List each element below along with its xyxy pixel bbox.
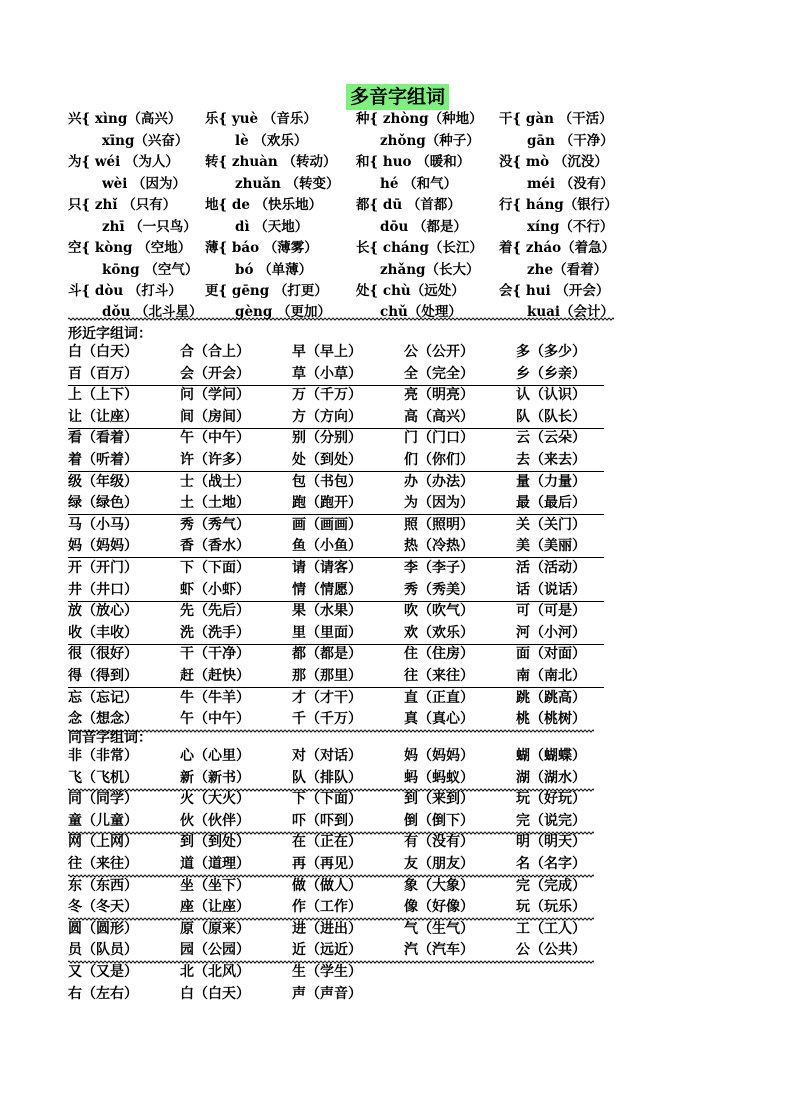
word-cell: 玩（玩乐） <box>516 899 586 916</box>
poly-cell: 种{ zhòng（种地） <box>356 111 483 127</box>
word-cell: 热（冷热） <box>404 538 474 555</box>
word-cell: 早（早上） <box>292 344 362 360</box>
word-cell: 气（生气） <box>404 920 474 937</box>
word-cell: 网（上网） <box>68 834 138 851</box>
word-cell: 在（正在） <box>292 834 362 851</box>
word-cell: 情（情愿） <box>292 581 362 598</box>
poly-cell: xīng（兴奋） <box>102 133 189 149</box>
word-cell: 伙（伙伴） <box>180 812 250 829</box>
word-cell: 活（活动） <box>516 560 586 576</box>
word-row <box>0 601 586 622</box>
word-cell: 果（水果） <box>292 603 362 620</box>
xingjin-heading: 形近字组词： <box>68 326 152 342</box>
word-row <box>0 493 586 514</box>
word-cell: 原（原来） <box>180 920 250 937</box>
word-row <box>0 789 586 810</box>
word-cell: 河（小河） <box>516 624 586 641</box>
poly-cell: gān （干净） <box>527 133 614 149</box>
word-row <box>0 811 586 832</box>
word-cell: 洗（洗手） <box>180 624 250 641</box>
poly-cell: 都{ dū （首都） <box>356 197 461 213</box>
word-row <box>0 580 586 601</box>
word-cell: 午（中午） <box>180 430 250 447</box>
word-cell: 秀（秀气） <box>180 516 250 533</box>
word-cell: 千（千万） <box>292 711 362 728</box>
word-cell: 问（学问） <box>180 387 250 404</box>
word-cell: 井（井口） <box>68 581 138 598</box>
poly-cell: kuai（会计） <box>527 304 615 320</box>
word-cell: 吓（吓到） <box>292 812 362 829</box>
word-cell: 生（学生） <box>292 964 362 980</box>
page-title: 多音字组词 <box>346 84 449 110</box>
word-cell: 去（来去） <box>516 452 586 468</box>
word-row <box>0 515 586 536</box>
poly-cell: 行{ háng（银行） <box>499 197 618 213</box>
word-row <box>0 832 586 853</box>
word-cell: 干（干净） <box>180 646 250 663</box>
poly-row <box>0 217 614 238</box>
word-row <box>0 984 560 1005</box>
word-cell: 处（到处） <box>292 452 362 468</box>
word-row <box>0 666 586 687</box>
word-row <box>0 342 586 363</box>
word-row <box>0 364 586 385</box>
poly-row <box>0 109 613 130</box>
word-row <box>0 450 586 471</box>
poly-cell: zhǎng（长大） <box>380 262 480 278</box>
word-cell: 蚂（蚂蚁） <box>404 769 474 786</box>
poly-cell: zhī （一只鸟） <box>102 219 197 235</box>
word-row <box>0 623 586 644</box>
word-cell: 心（心里） <box>180 748 250 764</box>
word-cell: 面（对面） <box>516 646 586 663</box>
word-cell: 香（香水） <box>180 538 250 555</box>
poly-cell: gèng （更加） <box>235 304 331 320</box>
poly-cell: 干{ gàn （干活） <box>499 111 613 127</box>
word-cell: 下（下面） <box>292 791 362 808</box>
word-cell: 让（让座） <box>68 408 138 425</box>
word-row <box>0 940 586 961</box>
word-cell: 包（书包） <box>292 473 362 490</box>
word-cell: 妈（妈妈） <box>404 748 474 764</box>
poly-cell: zhuǎn （转变） <box>235 176 340 192</box>
word-cell: 南（南北） <box>516 668 586 684</box>
word-cell: 门（门口） <box>404 430 474 447</box>
word-cell: 才（才干） <box>292 689 362 706</box>
word-cell: 冬（冬天） <box>68 899 138 916</box>
word-cell: 念（想念） <box>68 711 138 728</box>
word-cell: 白（白天） <box>180 985 250 1002</box>
word-cell: 可（可是） <box>516 603 586 620</box>
poly-cell: 更{ gēng （打更） <box>205 283 328 299</box>
word-cell: 童（儿童） <box>68 812 138 829</box>
word-cell: 坐（坐下） <box>180 877 250 894</box>
word-cell: 照（照明） <box>404 516 474 533</box>
word-cell: 里（里面） <box>292 624 362 641</box>
word-cell: 别（分别） <box>292 430 362 447</box>
word-cell: 都（都是） <box>292 646 362 663</box>
word-cell: 牛（牛羊） <box>180 689 250 706</box>
word-row <box>0 644 586 665</box>
word-cell: 新（新书） <box>180 769 250 786</box>
word-cell: 火（大火） <box>180 791 250 808</box>
word-cell: 画（画画） <box>292 516 362 533</box>
word-row <box>0 688 586 709</box>
row-wavy-underline <box>68 317 614 321</box>
poly-cell: dì （天地） <box>235 219 309 235</box>
word-cell: 妈（妈妈） <box>68 538 138 555</box>
word-cell: 白（白天） <box>68 344 138 360</box>
word-cell: 很（很好） <box>68 646 138 663</box>
poly-cell: 和{ huo （暖和） <box>356 154 471 170</box>
word-row <box>0 407 586 428</box>
word-cell: 级（年级） <box>68 473 138 490</box>
poly-cell: dōu （都是） <box>380 219 467 235</box>
tongyin-heading: 同音字组词： <box>68 730 152 746</box>
poly-cell: kōng （空气） <box>102 262 199 278</box>
word-cell: 赶（赶快） <box>180 668 250 684</box>
word-cell: 座（让座） <box>180 899 250 916</box>
word-row <box>0 854 586 875</box>
poly-cell: 长{ cháng（长江） <box>356 240 483 256</box>
word-cell: 右（左右） <box>68 985 138 1002</box>
word-cell: 员（队员） <box>68 942 138 959</box>
word-cell: 又（又是） <box>68 964 138 980</box>
word-row <box>0 428 586 449</box>
word-cell: 到（到处） <box>180 834 250 851</box>
word-row <box>0 558 586 579</box>
poly-cell: chǔ（处理） <box>380 304 462 320</box>
word-cell: 进（进出） <box>292 920 362 937</box>
poly-row <box>0 174 614 195</box>
word-cell: 放（放心） <box>68 603 138 620</box>
word-cell: 合（合上） <box>180 344 250 360</box>
word-cell: 万（千万） <box>292 387 362 404</box>
word-cell: 有（没有） <box>404 834 474 851</box>
word-cell: 会（开会） <box>180 365 250 382</box>
word-cell: 声（声音） <box>292 985 362 1002</box>
word-cell: 午（中午） <box>180 711 250 728</box>
word-cell: 对（对话） <box>292 748 362 764</box>
word-cell: 非（非常） <box>68 748 138 764</box>
word-cell: 玩（好玩） <box>516 791 586 808</box>
word-cell: 看（看着） <box>68 430 138 447</box>
poly-row <box>0 281 610 302</box>
word-cell: 东（东西） <box>68 877 138 894</box>
poly-cell: 会{ hui （开会） <box>499 283 610 299</box>
word-cell: 象（大象） <box>404 877 474 894</box>
poly-cell: 乐{ yuè （音乐） <box>205 111 317 127</box>
word-cell: 桃（桃树） <box>516 711 586 728</box>
word-cell: 土（土地） <box>180 495 250 512</box>
word-cell: 高（高兴） <box>404 408 474 425</box>
word-cell: 名（名字） <box>516 856 586 872</box>
word-cell: 最（最后） <box>516 495 586 512</box>
word-cell: 得（得到） <box>68 668 138 684</box>
word-cell: 为（因为） <box>404 495 474 512</box>
word-cell: 汽（汽车） <box>404 942 474 959</box>
poly-cell: 地{ de （快乐地） <box>205 197 323 213</box>
poly-cell: bó （单薄） <box>235 262 313 278</box>
word-cell: 开（开门） <box>68 560 138 576</box>
poly-cell: zhe（看着） <box>527 262 608 278</box>
poly-row <box>0 152 608 173</box>
word-cell: 做（做人） <box>292 877 362 894</box>
word-cell: 云（云朵） <box>516 430 586 447</box>
word-cell: 往（来往） <box>68 856 138 872</box>
word-cell: 园（公园） <box>180 942 250 959</box>
poly-row <box>0 260 608 281</box>
poly-row <box>0 238 616 259</box>
word-row <box>0 897 586 918</box>
word-cell: 完（完成） <box>516 877 586 894</box>
word-row <box>0 876 586 897</box>
word-row <box>0 962 560 983</box>
word-cell: 作（工作） <box>292 899 362 916</box>
word-cell: 话（说话） <box>516 581 586 598</box>
word-cell: 明（明天） <box>516 834 586 851</box>
word-cell: 许（许多） <box>180 452 250 468</box>
word-cell: 关（关门） <box>516 516 586 533</box>
word-cell: 到（来到） <box>404 791 474 808</box>
poly-row <box>0 195 618 216</box>
word-cell: 湖（湖水） <box>516 769 586 786</box>
word-cell: 绿（绿色） <box>68 495 138 512</box>
word-cell: 收（丰收） <box>68 624 138 641</box>
word-cell: 吹（吹气） <box>404 603 474 620</box>
word-cell: 士（战士） <box>180 473 250 490</box>
word-row <box>0 385 586 406</box>
word-cell: 多（多少） <box>516 344 586 360</box>
word-cell: 草（小草） <box>292 365 362 382</box>
word-cell: 跑（跑开） <box>292 495 362 512</box>
word-cell: 跳（跳高） <box>516 689 586 706</box>
word-cell: 请（请客） <box>292 560 362 576</box>
word-row <box>0 472 586 493</box>
poly-cell: zhǒng（种子） <box>380 133 480 149</box>
poly-cell: dǒu （北斗星） <box>102 304 203 320</box>
word-cell: 队（排队） <box>292 769 362 786</box>
word-cell: 间（房间） <box>180 408 250 425</box>
word-cell: 虾（小虾） <box>180 581 250 598</box>
poly-cell: 着{ zháo（着急） <box>499 240 616 256</box>
poly-cell: 只{ zhǐ （只有） <box>68 197 177 213</box>
word-row <box>0 919 586 940</box>
word-cell: 全（完全） <box>404 365 474 382</box>
word-cell: 再（再见） <box>292 856 362 872</box>
poly-cell: 没{ mò （沉没） <box>499 154 608 170</box>
word-cell: 近（远近） <box>292 942 362 959</box>
poly-cell: lè （欢乐） <box>235 133 308 149</box>
poly-cell: 薄{ báo （薄雾） <box>205 240 318 256</box>
word-cell: 公（公开） <box>404 344 474 360</box>
word-cell: 马（小马） <box>68 516 138 533</box>
word-cell: 方（方向） <box>292 408 362 425</box>
poly-cell: méi （没有） <box>527 176 614 192</box>
poly-cell: 转{ zhuàn （转动） <box>205 154 337 170</box>
word-row <box>0 768 586 789</box>
poly-cell: xíng（不行） <box>527 219 614 235</box>
word-cell: 百（百万） <box>68 365 138 382</box>
word-cell: 北（北风） <box>180 964 250 980</box>
poly-cell: wèi （因为） <box>102 176 187 192</box>
word-cell: 乡（乡亲） <box>516 365 586 382</box>
word-row <box>0 746 586 767</box>
word-cell: 往（来往） <box>404 668 474 684</box>
word-cell: 像（好像） <box>404 899 474 916</box>
word-cell: 量（力量） <box>516 473 586 490</box>
word-cell: 直（正直） <box>404 689 474 706</box>
poly-cell: 斗{ dòu （打斗） <box>68 283 182 299</box>
word-cell: 倒（倒下） <box>404 812 474 829</box>
word-cell: 美（美丽） <box>516 538 586 555</box>
poly-cell: 空{ kòng （空地） <box>68 240 192 256</box>
poly-cell: 兴{ xìng（高兴） <box>68 111 182 127</box>
word-cell: 工（工人） <box>516 920 586 937</box>
word-cell: 忘（忘记） <box>68 689 138 706</box>
word-cell: 认（认识） <box>516 387 586 404</box>
word-cell: 真（真心） <box>404 711 474 728</box>
word-cell: 鱼（小鱼） <box>292 538 362 555</box>
word-cell: 完（说完） <box>516 812 586 829</box>
word-cell: 公（公共） <box>516 942 586 959</box>
word-cell: 亮（明亮） <box>404 387 474 404</box>
word-cell: 着（听着） <box>68 452 138 468</box>
word-cell: 道（道理） <box>180 856 250 872</box>
word-cell: 办（办法） <box>404 473 474 490</box>
word-cell: 队（队长） <box>516 408 586 425</box>
word-cell: 下（下面） <box>180 560 250 576</box>
word-cell: 友（朋友） <box>404 856 474 872</box>
word-cell: 那（那里） <box>292 668 362 684</box>
word-cell: 李（李子） <box>404 560 474 576</box>
poly-row <box>0 131 614 152</box>
word-cell: 秀（秀美） <box>404 581 474 598</box>
word-cell: 飞（飞机） <box>68 769 138 786</box>
word-cell: 上（上下） <box>68 387 138 404</box>
poly-cell: 为{ wéi （为人） <box>68 154 179 170</box>
word-cell: 圆（圆形） <box>68 920 138 937</box>
word-row <box>0 536 586 557</box>
word-cell: 先（先后） <box>180 603 250 620</box>
word-cell: 同（同学） <box>68 791 138 808</box>
poly-cell: 处{ chù（远处） <box>356 283 465 299</box>
word-cell: 住（住房） <box>404 646 474 663</box>
word-cell: 欢（欢乐） <box>404 624 474 641</box>
word-cell: 们（你们） <box>404 452 474 468</box>
poly-cell: hé （和气） <box>380 176 458 192</box>
word-cell: 蝴（蝴蝶） <box>516 748 586 764</box>
